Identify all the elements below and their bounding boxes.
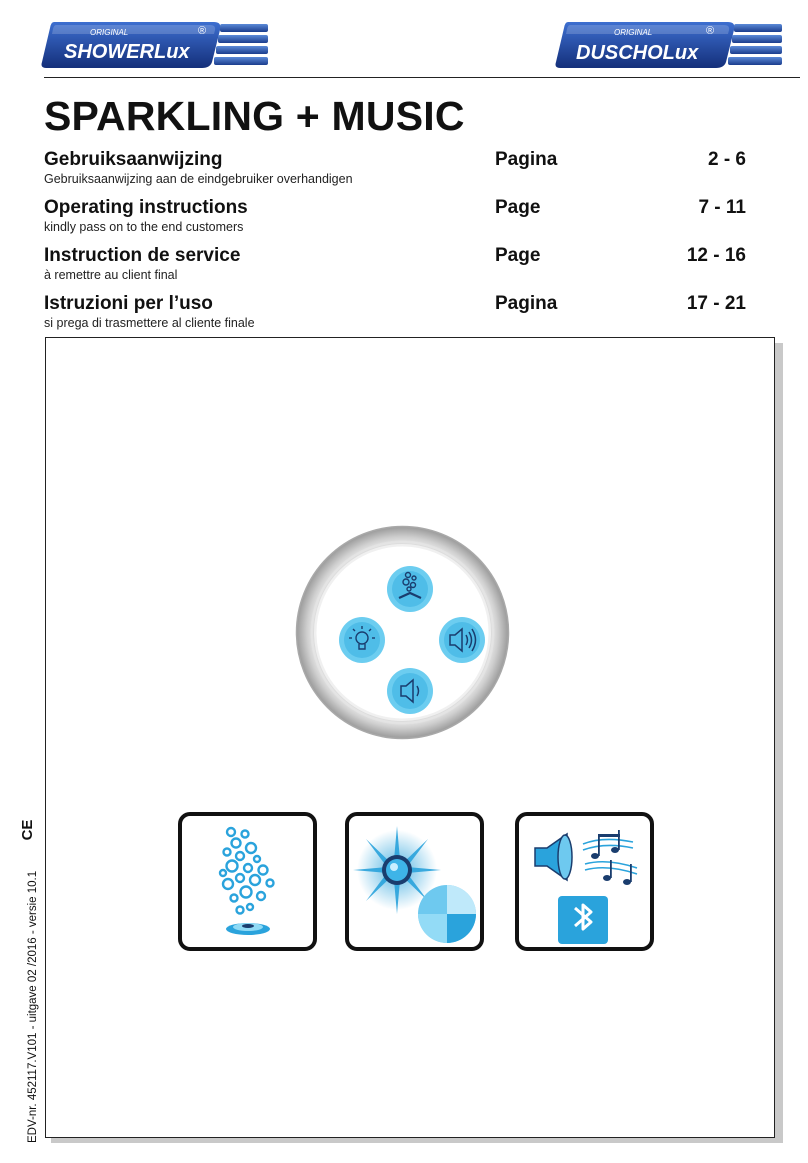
language-subtitle: à remettre au client final — [44, 268, 178, 282]
svg-text:®: ® — [198, 25, 207, 37]
bubbles-icon — [386, 565, 434, 613]
page-label: Page — [495, 245, 541, 266]
volume-down-icon — [386, 667, 434, 715]
language-row-en — [44, 197, 764, 243]
language-subtitle: Gebruiksaanwijzing aan de eindgebruiker overhandigen — [44, 172, 353, 186]
language-row-fr — [44, 245, 764, 291]
svg-text:CE: CE — [19, 819, 36, 841]
language-row-nl — [44, 149, 764, 195]
page-range: 17 - 21 — [686, 293, 746, 314]
volume-up-icon — [438, 616, 486, 664]
page-label: Pagina — [495, 149, 558, 170]
language-subtitle: si prega di trasmettere al cliente finale — [44, 316, 255, 330]
music-bluetooth-feature-icon — [515, 812, 654, 951]
page-range: 2 - 6 — [707, 149, 746, 170]
light-bulb-icon — [338, 616, 386, 664]
language-title: Istruzioni per l’uso — [44, 293, 213, 314]
language-row-it — [44, 293, 764, 339]
showerlux-logo — [40, 18, 272, 70]
page-label: Pagina — [495, 293, 558, 314]
language-title: Gebruiksaanwijzing — [44, 149, 223, 170]
volume-up-button[interactable] — [438, 616, 486, 664]
bubbles-feature-tile — [178, 812, 317, 951]
language-title: Operating instructions — [44, 197, 248, 218]
volume-down-button[interactable] — [386, 667, 434, 715]
page-range: 12 - 16 — [686, 245, 746, 266]
language-title: Instruction de service — [44, 245, 241, 266]
led-light-feature-icon — [345, 812, 484, 951]
svg-text:ORIGINAL: ORIGINAL — [90, 28, 129, 37]
edv-version-text: EDV-nr. 452117.V101 - uitgave 02 /2016 - versie 10.1 — [27, 870, 39, 1143]
light-feature-tile — [345, 812, 484, 951]
svg-text:SHOWERLux: SHOWERLux — [64, 41, 190, 63]
bubbles-button[interactable] — [386, 565, 434, 613]
header-divider — [44, 77, 800, 78]
duscholux-logo — [554, 18, 786, 70]
language-subtitle: kindly pass on to the end customers — [44, 220, 244, 234]
document-title: SPARKLING + MUSIC — [44, 93, 465, 139]
page-range: 7 - 11 — [698, 197, 746, 218]
ce-mark-icon — [15, 818, 39, 842]
page-label: Page — [495, 197, 541, 218]
svg-text:DUSCHOLux: DUSCHOLux — [576, 42, 699, 64]
music-feature-tile — [515, 812, 654, 951]
light-button[interactable] — [338, 616, 386, 664]
svg-text:®: ® — [706, 25, 715, 37]
svg-text:ORIGINAL: ORIGINAL — [614, 28, 653, 37]
bubbles-feature-icon — [178, 812, 317, 951]
